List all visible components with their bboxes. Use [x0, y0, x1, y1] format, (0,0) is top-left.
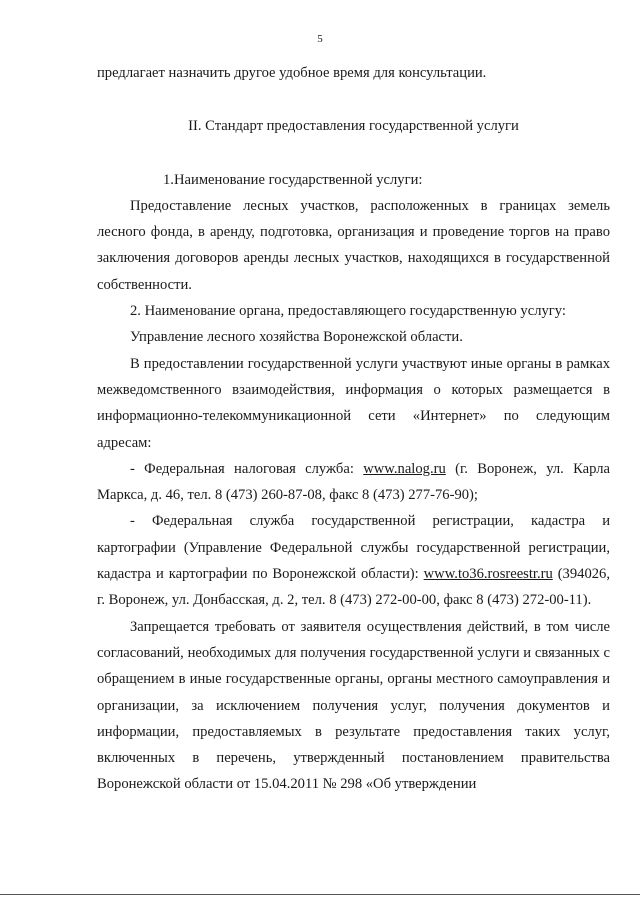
prohibition-paragraph: Запрещается требовать от заявителя осуществления действий, в том числе согласований, необходимых для получения государственной услуги и связанных с обращением в иные государственные органы, органы местного самоуправления и организации, за исключением получения услуг, получения документов и информации, предоставляемых в результате предоставления таких услуг, включенных в перечень, утвержденный постановлением правительства Воронежской области от 15.04.2011 № 298 «Об утверждении [97, 618, 610, 793]
page-bottom-edge [0, 894, 640, 895]
item-2-heading: 2. Наименование органа, предоставляющего государственную услугу: [130, 303, 566, 320]
item-1-number: 1. [163, 171, 174, 188]
tax-service-details: (г. Воронеж, ул. Карла Маркса, д. 46, тел. 8 (473) 260-87-08, факс 8 (473) 277-76-90); [97, 460, 610, 504]
item-1-title: Наименование государственной услуги: [174, 171, 423, 188]
agency-name-paragraph: Управление лесного хозяйства Воронежской области. [130, 329, 463, 346]
service-name-paragraph: Предоставление лесных участков, расположенных в границах земель лесного фонда, в аренду, подготовка, организация и проведение торгов на право заключения договоров аренды лесных участков, находящихся в государственной собственности. [97, 197, 610, 293]
rosreestr-details: (394026, г. Воронеж, ул. Донбасская, д. 2, тел. 8 (473) 272-00-00, факс 8 (473) 272-00-11). [97, 566, 610, 609]
item-1-heading [97, 167, 610, 193]
section-heading: II. Стандарт предоставления государственной услуги [188, 118, 519, 135]
tax-service-prefix: - Федеральная налоговая служба: [130, 460, 364, 477]
rosreestr-paragraph [97, 508, 610, 613]
tax-service-paragraph [97, 456, 610, 509]
nalog-link[interactable]: www.nalog.ru [363, 460, 446, 477]
rosreestr-link[interactable]: www.to36.rosreestr.ru [423, 566, 553, 583]
rosreestr-prefix: - Федеральная служба государственной регистрации, кадастра и картографии (Управление Федеральной службы государственной регистрации, кадастра и картографии по Воронежской области): [97, 513, 610, 583]
paragraph-continuation: предлагает назначить другое удобное время для консультации. [97, 65, 487, 81]
document-body [97, 60, 610, 798]
page-number: 5 [317, 33, 323, 45]
interagency-paragraph: В предоставлении государственной услуги участвуют иные органы в рамках межведомственного взаимодействия, информация о которых размещается в информационно-телекоммуникационной сети «Интернет» по следующим адресам: [97, 355, 610, 451]
